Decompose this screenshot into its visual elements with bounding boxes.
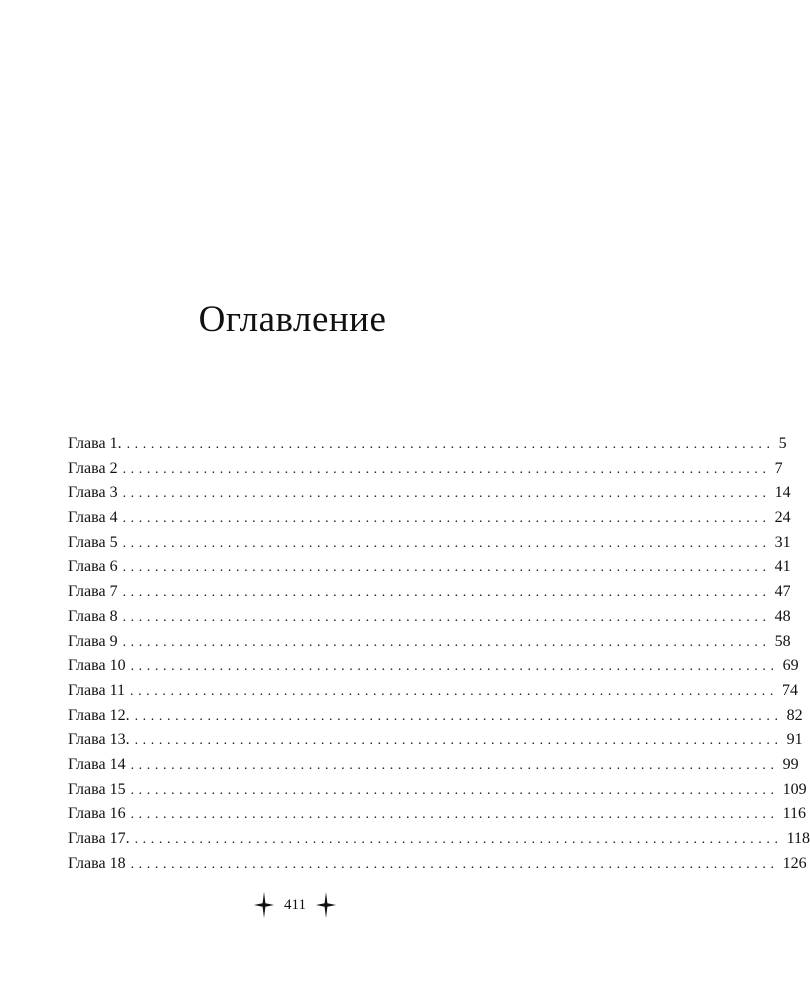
toc-entry-label: Глава 18 [68,854,126,872]
dot-leader: ................................................................................ [122,511,771,527]
toc-entry-page: 69 [782,657,799,675]
toc-entry[interactable] [68,827,810,852]
toc-entry[interactable] [68,679,798,704]
toc-entry[interactable] [68,555,791,580]
toc-entry-page: 116 [782,805,806,823]
dot-leader: ................................................................................ [122,461,771,477]
toc-entry-label: Глава 6 [68,558,118,576]
toc-entry[interactable] [68,728,803,753]
toc-entry-page: 58 [774,632,791,650]
page-title: Оглавление [198,299,387,340]
dot-leader: ................................................................................ [126,437,775,452]
toc-entry[interactable] [68,753,799,778]
toc-entry[interactable] [68,605,791,630]
toc-entry-label: Глава 8 [68,607,118,625]
toc-entry-label: Глава 10 [68,657,126,675]
dot-leader: ................................................................................ [122,560,771,576]
toc-entry[interactable] [68,654,799,679]
dot-leader: ................................................................................ [122,486,771,502]
toc-entry-label: Глава 13. [68,731,130,749]
toc-entry-page: 109 [782,780,807,798]
toc-entry[interactable] [68,852,807,877]
dot-leader: ................................................................................ [122,634,771,650]
toc-entry-label: Глава 5 [68,533,118,551]
dot-leader: ................................................................................ [122,609,771,625]
toc-entry-page: 14 [774,484,791,502]
dot-leader: ................................................................................ [130,856,779,872]
toc-entry[interactable] [68,630,791,655]
toc-entry[interactable] [68,704,803,729]
dot-leader: ................................................................................ [134,708,783,724]
toc-entry[interactable] [68,778,807,803]
toc-entry-label: Глава 4 [68,509,118,527]
page-folio [0,892,590,918]
toc-entry[interactable] [68,457,783,482]
toc-entry-page: 7 [774,459,783,477]
dot-leader: ................................................................................ [122,535,771,551]
toc-entry-label: Глава 12. [68,706,130,724]
toc-entry[interactable] [68,802,806,827]
toc-entry-page: 31 [774,533,791,551]
toc-entry-page: 126 [782,854,807,872]
toc-entry-label: Глава 9 [68,632,118,650]
toc-entry-label: Глава 16 [68,805,126,823]
toc-entry[interactable] [68,531,791,556]
four-point-star-icon [254,892,274,918]
dot-leader: ................................................................................ [130,757,779,773]
dot-leader: ................................................................................ [130,807,779,823]
toc-entry-page: 24 [774,509,791,527]
table-of-contents [68,432,810,876]
toc-entry-page: 47 [774,583,791,601]
page-number: 411 [284,896,306,913]
toc-entry-label: Глава 3 [68,484,118,502]
toc-entry-page: 48 [774,607,791,625]
dot-leader: ................................................................................ [122,585,771,601]
toc-entry-page: 82 [786,706,803,724]
toc-entry-label: Глава 2 [68,459,118,477]
toc-entry-page: 99 [782,755,799,773]
toc-entry-page: 41 [774,558,791,576]
dot-leader: ................................................................................ [129,683,778,699]
toc-entry[interactable] [68,432,787,457]
four-point-star-icon [316,892,336,918]
toc-entry-page: 118 [786,830,810,847]
dot-leader: ................................................................................ [130,659,779,675]
toc-entry-label: Глава 14 [68,755,126,773]
dot-leader: ................................................................................ [130,782,779,798]
toc-entry-label: Глава 1. [68,435,122,452]
toc-entry-label: Глава 7 [68,583,118,601]
toc-entry-label: Глава 17. [68,830,130,847]
toc-entry-page: 74 [781,681,798,699]
toc-entry[interactable] [68,506,791,531]
toc-entry-label: Глава 15 [68,780,126,798]
dot-leader: ................................................................................ [134,832,783,847]
dot-leader: ................................................................................ [134,733,783,749]
toc-entry-label: Глава 11 [68,681,125,699]
toc-entry-page: 91 [786,731,803,749]
toc-entry[interactable] [68,481,791,506]
toc-entry[interactable] [68,580,791,605]
toc-entry-page: 5 [778,435,787,452]
